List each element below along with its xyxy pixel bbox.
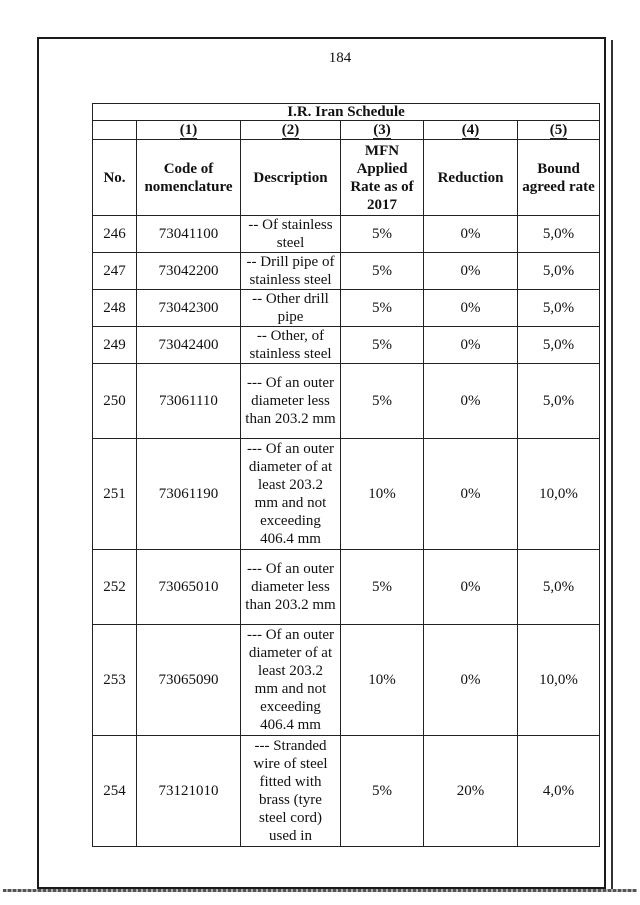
row-description: --- Stranded wire of steel fitted with brass (tyre steel cord) used in [241,736,341,847]
table-row [93,550,600,625]
row-code: 73042200 [137,253,241,290]
table-row [93,290,600,327]
page-number: 184 [328,50,352,66]
row-mfn-rate: 5% [341,364,424,439]
row-reduction: 0% [424,253,518,290]
row-code: 73042400 [137,327,241,364]
row-code: 73065090 [137,625,241,736]
row-no: 247 [93,253,137,290]
table-row [93,439,600,550]
row-code: 73041100 [137,216,241,253]
row-bound-rate: 10,0% [518,625,600,736]
header-row [93,140,600,216]
row-description: -- Drill pipe of stainless steel [241,253,341,290]
column-number: (3) [341,121,424,140]
row-mfn-rate: 10% [341,625,424,736]
row-reduction: 0% [424,290,518,327]
row-description: -- Other drill pipe [241,290,341,327]
row-mfn-rate: 10% [341,439,424,550]
row-no: 252 [93,550,137,625]
schedule-table [92,103,600,847]
row-no: 248 [93,290,137,327]
header-no: No. [93,140,137,216]
row-mfn-rate: 5% [341,290,424,327]
table-title-row [93,104,600,121]
table-row [93,327,600,364]
row-bound-rate: 4,0% [518,736,600,847]
header-bound-rate: Bound agreed rate [518,140,600,216]
row-description: --- Of an outer diameter less than 203.2 mm [241,550,341,625]
row-mfn-rate: 5% [341,550,424,625]
column-number: (2) [241,121,341,140]
row-reduction: 0% [424,364,518,439]
row-mfn-rate: 5% [341,216,424,253]
row-bound-rate: 5,0% [518,253,600,290]
row-no: 250 [93,364,137,439]
row-bound-rate: 10,0% [518,439,600,550]
row-reduction: 20% [424,736,518,847]
header-description: Description [241,140,341,216]
row-reduction: 0% [424,327,518,364]
row-bound-rate: 5,0% [518,327,600,364]
scan-edge [3,889,637,892]
column-number: (5) [518,121,600,140]
row-no: 246 [93,216,137,253]
row-code: 73061190 [137,439,241,550]
row-description: -- Of stainless steel [241,216,341,253]
row-description: -- Other, of stainless steel [241,327,341,364]
row-bound-rate: 5,0% [518,550,600,625]
table-row [93,364,600,439]
column-number-empty [93,121,137,140]
row-no: 249 [93,327,137,364]
table-row [93,216,600,253]
row-code: 73065010 [137,550,241,625]
row-mfn-rate: 5% [341,327,424,364]
column-number: (1) [137,121,241,140]
table-row [93,736,600,847]
header-mfn-rate: MFN Applied Rate as of 2017 [341,140,424,216]
row-no: 253 [93,625,137,736]
row-mfn-rate: 5% [341,736,424,847]
table-row [93,625,600,736]
row-description: --- Of an outer diameter of at least 203.2 mm and not exceeding 406.4 mm [241,439,341,550]
column-number-row [93,121,600,140]
row-code: 73042300 [137,290,241,327]
row-reduction: 0% [424,550,518,625]
row-bound-rate: 5,0% [518,364,600,439]
row-reduction: 0% [424,439,518,550]
row-reduction: 0% [424,625,518,736]
row-description: --- Of an outer diameter of at least 203.2 mm and not exceeding 406.4 mm [241,625,341,736]
row-no: 251 [93,439,137,550]
page-border-shadow [611,40,613,890]
table-title: I.R. Iran Schedule [93,104,600,121]
header-reduction: Reduction [424,140,518,216]
table-row [93,253,600,290]
row-bound-rate: 5,0% [518,290,600,327]
row-no: 254 [93,736,137,847]
header-code: Code of nomenclature [137,140,241,216]
row-description: --- Of an outer diameter less than 203.2 mm [241,364,341,439]
row-code: 73061110 [137,364,241,439]
row-mfn-rate: 5% [341,253,424,290]
row-bound-rate: 5,0% [518,216,600,253]
row-reduction: 0% [424,216,518,253]
row-code: 73121010 [137,736,241,847]
column-number: (4) [424,121,518,140]
